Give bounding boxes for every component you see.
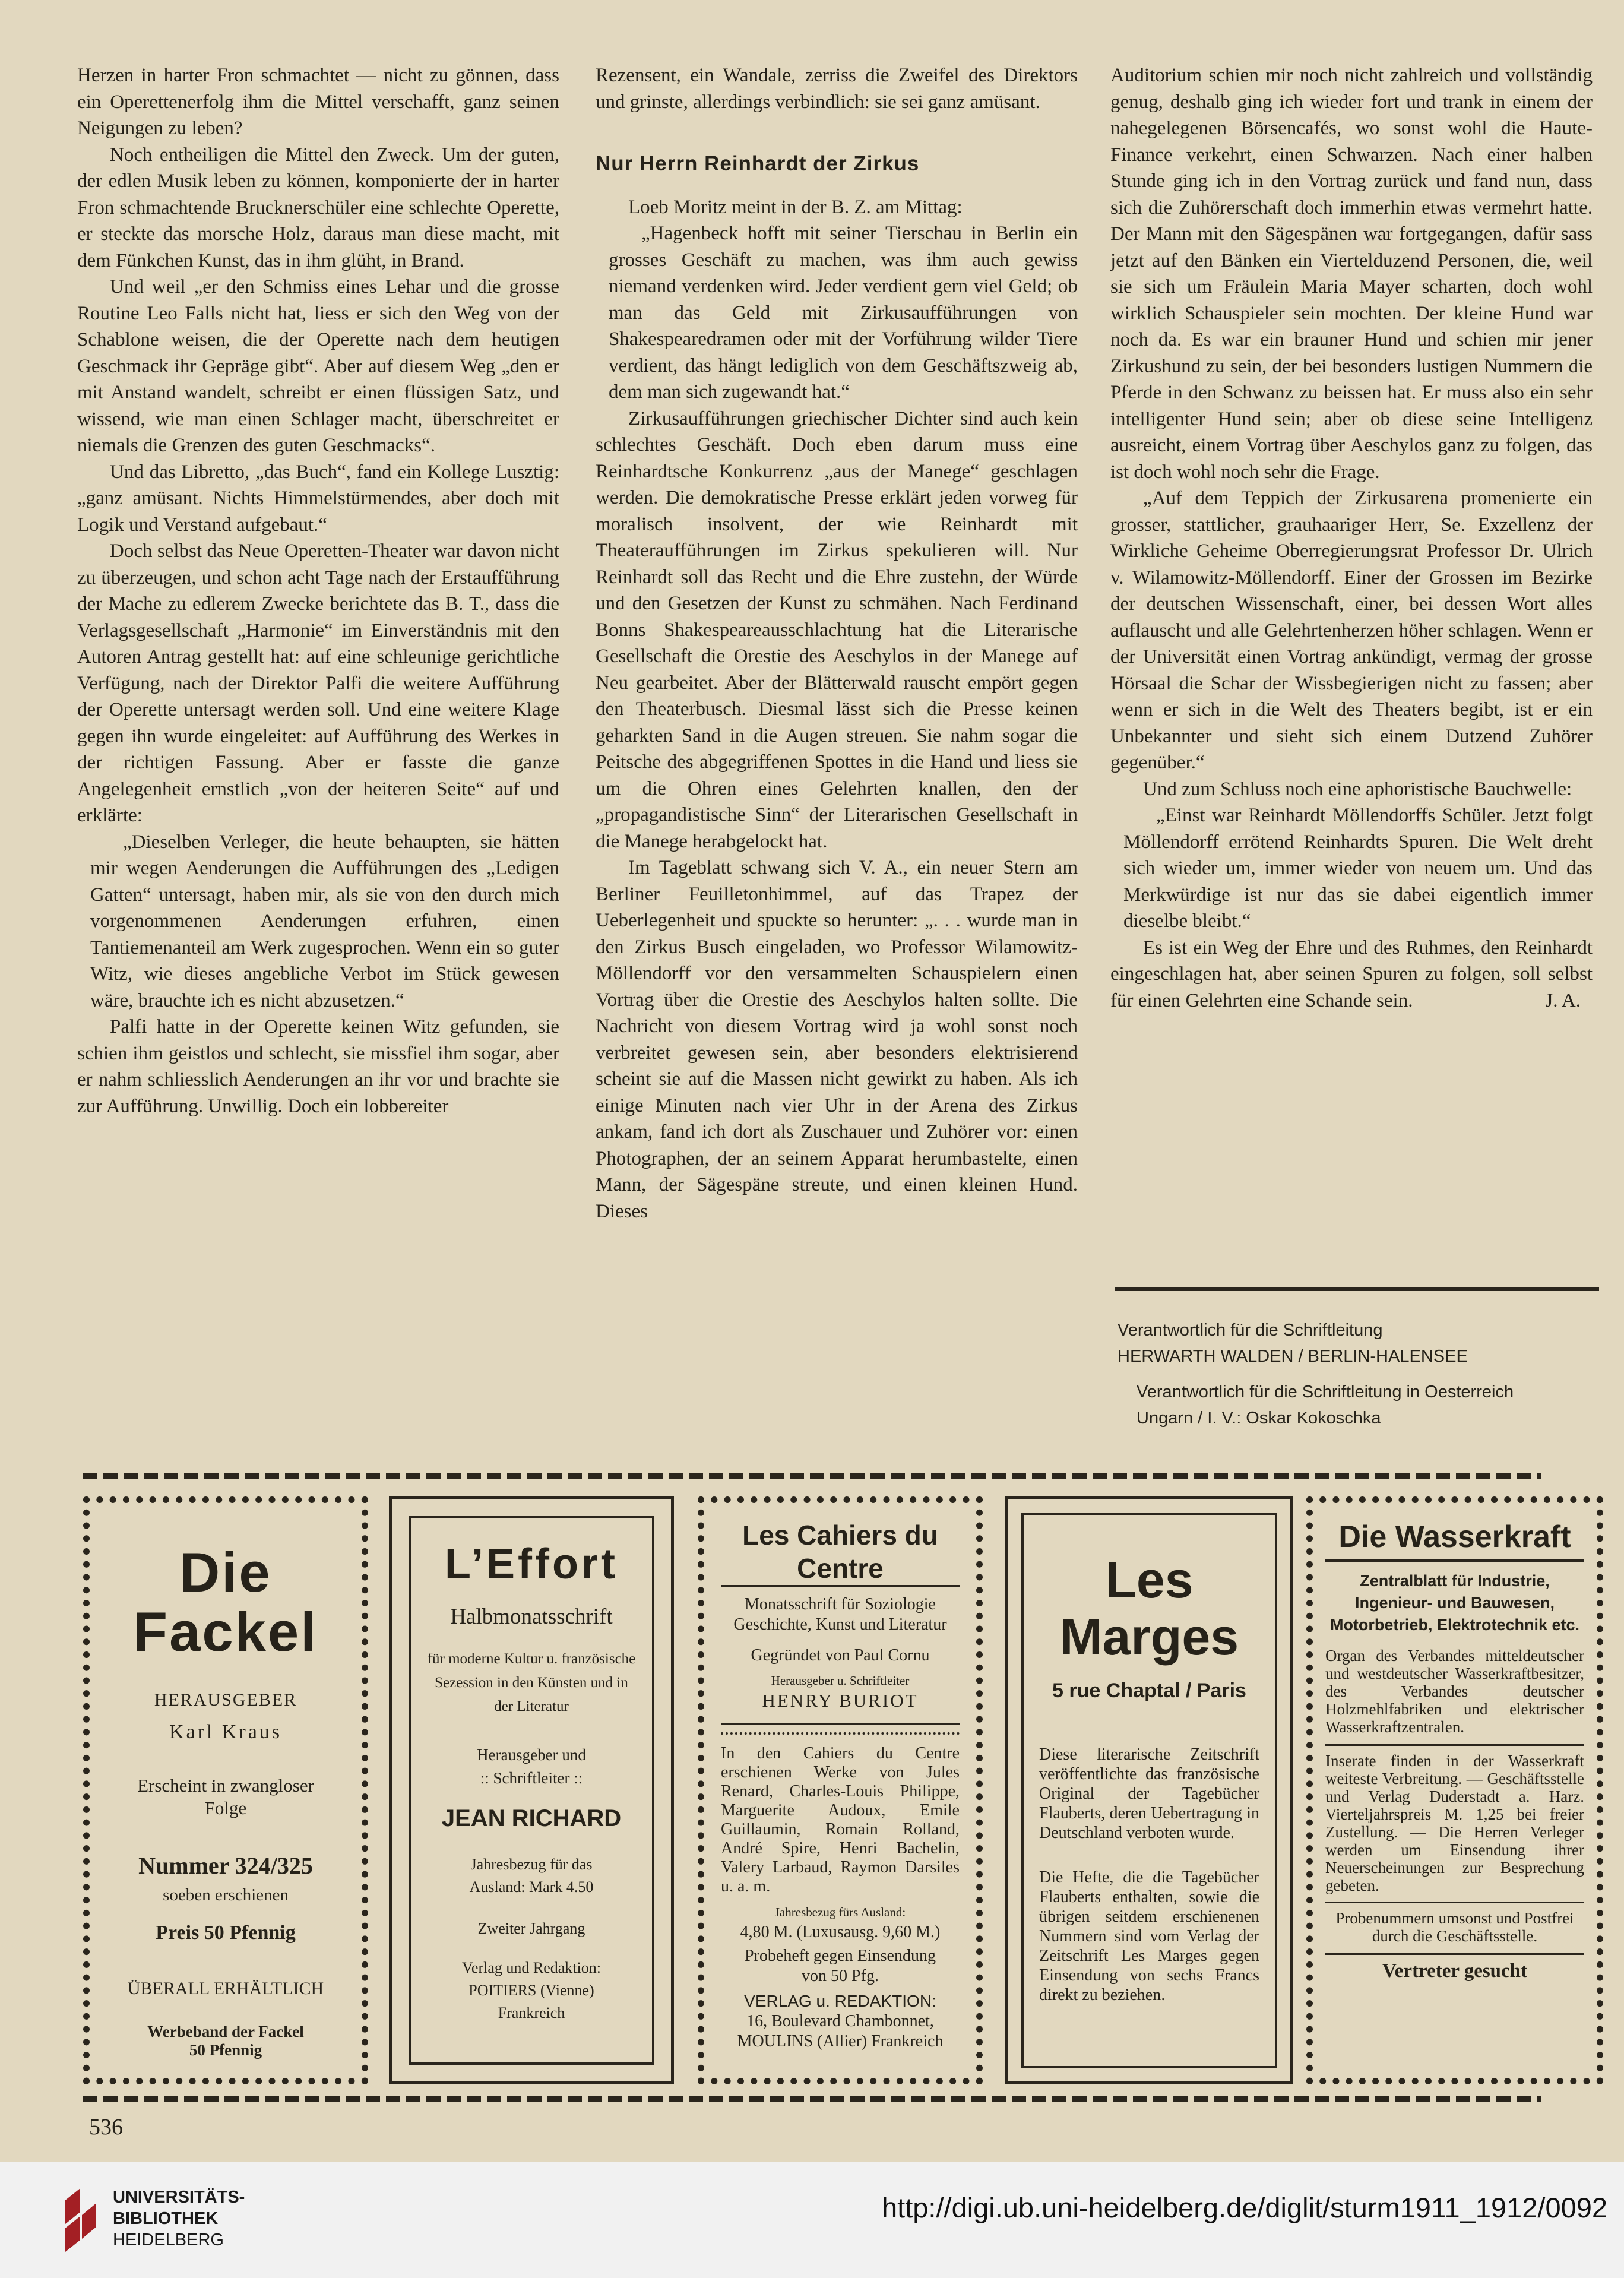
paragraph: Herzen in harter Fron schmachtet — nicht zu gönnen, dass ein Operettenerfolg ihm die Mittel verschafft, ganz seinen Neigungen zu leben? bbox=[77, 65, 559, 139]
footer-bar bbox=[0, 2162, 1624, 2278]
quote-paragraph: „Hagenbeck hofft mit seiner Tierschau in Berlin ein grosses Geschäft zu machen, was ihm auch gewiss niemand verdenken wird. Jeder verdient gern viel Geld; ob man das Geld mit Zirkusaufführungen von Shakespearedramen oder mit der Vorführung wilder Tiere verdient, das hängt lediglich von dem Geschäftszweig ab, dem man sich zugewandt hat.“ bbox=[609, 223, 1078, 403]
ad-text: Monatsschrift für Soziologie Geschichte, Kunst und Literatur bbox=[733, 1595, 947, 1634]
library-name-line: UNIVERSITÄTS- bbox=[113, 2188, 245, 2207]
imprint-line: HERWARTH WALDEN / BERLIN-HALENSEE bbox=[1118, 1347, 1468, 1366]
paragraph: Zirkusaufführungen griechischer Dichter sind auch kein schlechtes Geschäft. Doch eben darum muss eine Reinhardtsche Konkurrenz „aus der Manege“ geschlagen werden. Die demokratische Presse erklärt jeden vorweg für moralisch insolvent, der wie Reinhardt mit Theateraufführungen im Zirkus spekulieren will. Nur Reinhardt soll das Recht und die Ehre zustehn, der Würde und den Gesetzen der Kunst zu schmähen. Nach Ferdinand Bonns Shakespeareausschlachtung hat die Literarische Gesellschaft die Orestie des Aeschylos in der Manege auf Neu gearbeitet. Aber der Blätterwald rauscht empört gegen den Theaterbusch. Diesmal lässt sich die Presse keinen geharkten Sand in die Augen streuen. Sie nahm sogar die Peitsche des abgegriffenen Spottes in die Hand und liess sie um die Ohren eines Gelehrten knallen, den der „propagandistische Sinn“ der Literarischen Gesellschaft in die Manege herabgelockt hat. bbox=[596, 407, 1078, 852]
paragraph: Rezensent, ein Wandale, zerriss die Zweifel des Direktors und grinste, allerdings verbindlich: sie sei ganz amüsant. bbox=[596, 65, 1078, 113]
ad-text: Jahresbezug für das Ausland: Mark 4.50 bbox=[469, 1856, 594, 1896]
ad-divider bbox=[721, 1723, 960, 1735]
ad-text: MOULINS (Allier) Frankreich bbox=[737, 2032, 944, 2051]
ad-text: Frankreich bbox=[498, 2004, 565, 2021]
ad-text: ÜBERALL ERHÄLTLICH bbox=[127, 1979, 324, 1998]
library-logo-icon bbox=[59, 2185, 101, 2254]
ad-text: Zentralblatt für Industrie, Ingenieur- und Bauwesen, Motorbetrieb, Elektrotechnik etc. bbox=[1329, 1572, 1580, 1634]
ad-text: Herausgeber u. Schriftleiter bbox=[771, 1673, 910, 1688]
ad-text: Gegründet von Paul Cornu bbox=[751, 1646, 930, 1665]
ad-text: Nummer 324/325 bbox=[138, 1852, 313, 1879]
ad-title: Les Marges bbox=[1059, 1552, 1239, 1666]
author-signature: J. A. bbox=[1545, 990, 1581, 1011]
source-url-link[interactable]: http://digi.ub.uni-heidelberg.de/diglit/sturm1911_1912/0092 bbox=[882, 2192, 1607, 2223]
ad-text: JEAN RICHARD bbox=[441, 1805, 622, 1831]
paragraph: Palfi hatte in der Operette keinen Witz gefunden, sie schien ihm geistlos und schlecht, sie missfiel ihm sogar, aber er nahm schliesslich Aenderungen an ihr vor und brachte sie zur Aufführung. Unwillig. Doch ein lobbereiter bbox=[77, 1016, 559, 1117]
imprint-line: Verantwortlich für die Schriftleitung bbox=[1118, 1321, 1383, 1340]
paragraph: Im Tageblatt schwang sich V. A., ein neuer Stern am Berliner Feuilletonhimmel, auf das Trapez der Ueberlegenheit und spuckte so herunter: „. . . wurde man in den Zirkus Busch eingeladen, wo Professor Wilamowitz-Möllendorff vor den versammelten Schauspielern einen Vortrag über die Orestie des Aeschylos halten sollte. Die Nachricht von diesem Vortrag wird ja wohl sonst noch verbreitet gewesen sein, aber besonders elektrisierend scheint sie auf die Massen nicht gewirkt zu haben. Als ich einige Minuten nach vier Uhr in der Arena des Zirkus ankam, fand ich dort als Zuschauer und Zuhörer vor: einen Photographen, der an seinem Apparat herumbastelte, einen Mann, der Sägespäne streute, und einen kleinen Hund. Dieses bbox=[596, 857, 1078, 1222]
ad-text: 4,80 M. (Luxusausg. 9,60 M.) bbox=[740, 1923, 941, 1941]
bottom-divider bbox=[83, 2096, 1541, 2102]
ad-die-fackel bbox=[83, 1496, 368, 2084]
ad-text: Preis 50 Pfennig bbox=[156, 1922, 296, 1944]
ad-title: Die Fackel bbox=[133, 1541, 318, 1663]
ad-die-wasserkraft bbox=[1306, 1496, 1603, 2084]
ad-text: HERAUSGEBER bbox=[154, 1690, 297, 1710]
library-name bbox=[113, 2187, 245, 2251]
ad-title: Die Wasserkraft bbox=[1325, 1518, 1584, 1562]
ad-text: soeben erschienen bbox=[163, 1885, 289, 1904]
ad-text: Karl Kraus bbox=[169, 1721, 283, 1743]
ad-text: 50 Pfennig bbox=[189, 2041, 262, 2059]
quote-paragraph: „Einst war Reinhardt Möllendorffs Schüler. Jetzt folgt Möllendorff errötend Reinhardts Spuren. Die Welt dreht sich wieder um, immer wieder von neuem um. Und das Merkwürdige ist nur das sie dabei eigentlich immer dieselbe bleibt.“ bbox=[1123, 805, 1593, 932]
ad-text: In den Cahiers du Centre erschienen Werke von Jules Renard, Charles-Louis Philippe, Marguerite Audoux, Emile Guillaumin, Romain Rolland, André Spire, Henri Bachelin, Valery Larbaud, Raymon Darsiles u. a. m. bbox=[721, 1744, 960, 1896]
ad-text: HENRY BURIOT bbox=[762, 1690, 919, 1711]
imprint bbox=[1118, 1317, 1610, 1431]
ad-text: Herausgeber und bbox=[477, 1746, 586, 1764]
ad-text: Diese literarische Zeitschrift veröffentlichte das französische Original der Tagebücher Flauberts, deren Uebertragung in Deutschland verboten wurde. bbox=[1039, 1745, 1259, 1842]
library-name-line: HEIDELBERG bbox=[113, 2230, 224, 2249]
paragraph: Doch selbst das Neue Operetten-Theater war davon nicht zu überzeugen, und schon acht Tage nach der Erstaufführung der Mache zu edlerem Zwecke berichtete das B. T., dass die Verlagsgesellschaft „Harmonie“ im Einverständnis mit den Autoren Antrag gestellt hat: auf eine schleunige gerichtliche Verfügung, nach der Direktor Palfi die weitere Aufführung der Operette untersagt werden soll. Und eine weitere Klage gegen ihn wurde eingeleitet: auf Aufführung des Werkes in der richtigen Fassung. Aber er fasste die ganze Angelegenheit ernstlich „von der heiteren Seite“ auf und erklärte: bbox=[77, 540, 559, 826]
quote-paragraph: „Dieselben Verleger, die heute behaupten, sie hätten mir wegen Aenderungen die Aufführungen des „Ledigen Gatten“ untersagt, haben mir, als sie von den durch mich vorgenommenen Aenderungen erfuhren, einen Tantiemenanteil am Werk zugesprochen. Wenn ein so guter Witz, wie dieses angebliche Verbot im Stück gewesen wäre, brauchte ich es nicht abzusetzen.“ bbox=[90, 831, 559, 1011]
paragraph: Und zum Schluss noch eine aphoristische Bauchwelle: bbox=[1143, 778, 1572, 800]
paragraph: Und das Libretto, „das Buch“, fand ein Kollege Lusztig: „ganz amüsant. Nichts Himmelstürmendes, aber doch mit Logik und Verstand aufgebaut.“ bbox=[77, 461, 559, 536]
ad-text: POITIERS (Vienne) bbox=[468, 1982, 594, 1999]
ad-title: Les Cahiers du Centre bbox=[721, 1518, 960, 1587]
article-column-1 bbox=[77, 62, 559, 1119]
ad-text: :: Schriftleiter :: bbox=[480, 1769, 583, 1787]
ad-cahiers-du-centre bbox=[698, 1496, 983, 2084]
ad-text: Verlag und Redaktion: bbox=[462, 1959, 601, 1976]
ad-text: VERLAG u. REDAKTION: bbox=[744, 1992, 936, 2010]
ad-text: Erscheint in zwangloser Folge bbox=[137, 1775, 314, 1818]
ad-text: Inserate finden in der Wasserkraft weiteste Verbreitung. — Geschäftsstelle und Verlag Duderstadt a. Harz. Vierteljahrspreis M. 1,25 bei freier Zustellung. — Die Herren Verleger werden um Einsendung ihrer Neuerscheinungen zur Besprechung gebeten. bbox=[1325, 1744, 1584, 1894]
paragraph: Es ist ein Weg der Ehre und des Ruhmes, den Reinhardt eingeschlagen hat, aber seinen Spuren zu folgen, soll selbst für einen Gelehrten eine Schande sein. bbox=[1110, 936, 1593, 1011]
ad-text: Probeheft gegen Einsendung von 50 Pfg. bbox=[745, 1947, 936, 1985]
ad-text: Probenummern umsonst und Postfrei durch die Geschäftsstelle. bbox=[1325, 1902, 1584, 1945]
ad-l-effort bbox=[389, 1496, 674, 2084]
ad-title: L’Effort bbox=[445, 1540, 618, 1588]
ad-text: Werbeband der Fackel bbox=[147, 2023, 304, 2040]
ad-text: 16, Boulevard Chambonnet, bbox=[746, 2012, 934, 2030]
paragraph: Noch entheiligen die Mittel den Zweck. Um der guten, der edlen Musik leben zu können, komponierte der in harter Fron schmachtende Brucknerschüler eine schlechte Operette, er steckte das morsche Holz, daraus man diese macht, mit dem Fünkchen Kunst, das in ihm glüht, in Brand. bbox=[77, 144, 559, 271]
ad-text: Jahresbezug fürs Ausland: bbox=[774, 1905, 906, 1919]
paragraph: Auditorium schien mir noch nicht zahlreich und vollständig genug, deshalb ging ich wieder fort und trank in einem der nahegelegenen Börsencafés, wo sonst wohl die Haute-Finance verkehrt, einen Schwarzen. Nach einer halben Stunde ging ich in den Vortrag zurück und fand nun, dass sich die Zuhörerschaft doch immerhin etwas vermehrt hatte. Der Mann mit den Sägespänen war fortgegangen, dafür sass jetzt auf den Bänken ein Viertelduzend Personen, die, weil sie sich um Fräulein Maria Mayer scharten, doch wohl wirklich Schauspieler sein mochten. Der kleine Hund war noch da. Es war ein brauner Hund und schien mir jener Zirkushund zu sein, der bei besonders lustigen Nummern die Pferde in den Schwanz zu beissen hat. Er muss also ein sehr intelligenter Hund sein; aber ob diese seine Intelligenz ausreicht, einem Vortrag über Aeschylos ganz zu folgen, das ist doch wohl noch sehr die Frage. bbox=[1110, 65, 1593, 483]
paragraph: Loeb Moritz meint in der B. Z. am Mittag: bbox=[628, 196, 963, 218]
ad-text: für moderne Kultur u. französische Sezession in den Künsten und in der Literatur bbox=[427, 1651, 636, 1714]
paragraph: Und weil „er den Schmiss eines Lehar und die grosse Routine Leo Falls nicht hat, liess er sich den Weg von der Schablone weisen, die der Operette nach dem heutigen Geschmack ihr Gepräge gibt“. Aber auf diesem Weg „den er mit Anstand wandelt, schreibt er einen flüssigen Satz, und wissend, wie man einen Schlager macht, überschreitet er niemals die Grenzen des guten Geschmacks“. bbox=[77, 276, 559, 456]
advertisement-divider bbox=[83, 1473, 1541, 1479]
ad-text: Vertreter gesucht bbox=[1325, 1953, 1584, 1980]
article-column-3 bbox=[1110, 62, 1593, 1014]
ad-les-marges bbox=[1005, 1496, 1293, 2084]
library-name-line: BIBLIOTHEK bbox=[113, 2209, 219, 2228]
quote-paragraph: „Auf dem Teppich der Zirkusarena promenierte ein grosser, stattlicher, grauhaariger Herr, Se. Exzellenz der Wirkliche Geheime Oberregierungsrat Professor Dr. Ulrich v. Wilamowitz-Möllendorff. Einer der Grossen im Bezirke der deutschen Wissenschaft, einer, bei dessen Wort alles auflauscht und alle Gelehrtenherzen höher schlagen. Wenn er der Universität einen Vortrag ankündigt, vermag der grosse Hörsaal die Schar der Wissbegierigen nicht zu fassen; aber wenn er sich in die Welt des Theaters begibt, ist er ein Unbekannter und sieht sich einem Dutzend Zuhörer gegenüber.“ bbox=[1110, 488, 1593, 773]
imprint-rule bbox=[1115, 1287, 1599, 1291]
ad-text: Halbmonatsschrift bbox=[450, 1605, 613, 1629]
imprint-line: Verantwortlich für die Schriftleitung in Oesterreich bbox=[1137, 1382, 1514, 1401]
page-number: 536 bbox=[89, 2115, 123, 2140]
ad-text: 5 rue Chaptal / Paris bbox=[1052, 1679, 1246, 1702]
ad-text: Organ des Verbandes mitteldeutscher und westdeutscher Wasserkraftbesitzer, des Verbandes deutscher Holzmehlfabriken und elektrischer Wasserkraftzentralen. bbox=[1325, 1647, 1584, 1736]
ad-text: Zweiter Jahrgang bbox=[477, 1920, 585, 1937]
section-heading: Nur Herrn Reinhardt der Zirkus bbox=[596, 152, 920, 175]
imprint-line: Ungarn / I. V.: Oskar Kokoschka bbox=[1137, 1409, 1381, 1428]
article-column-2 bbox=[596, 62, 1078, 1225]
ad-text: Die Hefte, die die Tagebücher Flauberts enthalten, sowie die übrigen seitdem erschienenen Nummern sind vom Verlag der Zeitschrift Les Marges gegen Einsendung von sechs Francs direkt zu beziehen. bbox=[1039, 1868, 1259, 2004]
